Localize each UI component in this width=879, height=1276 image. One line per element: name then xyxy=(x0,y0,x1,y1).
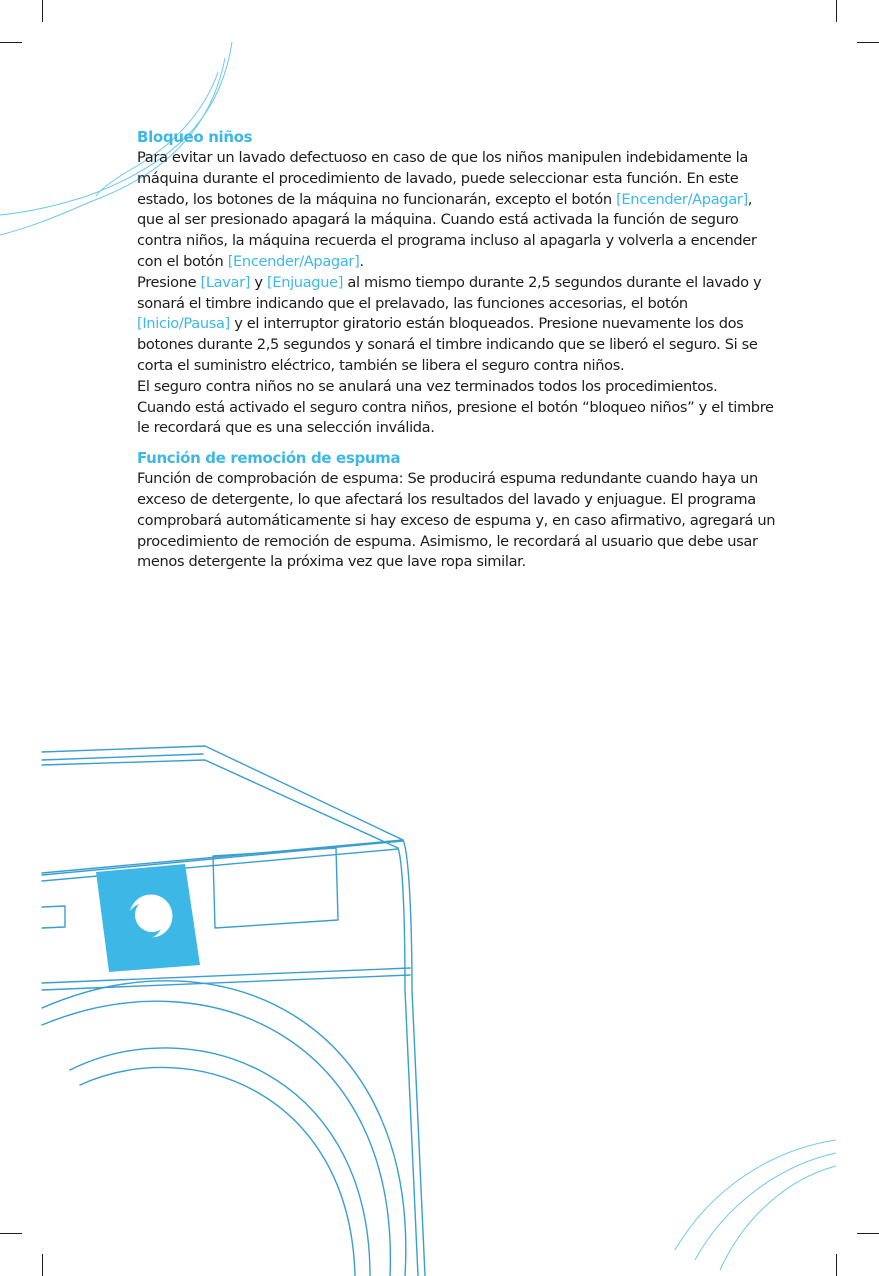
text-run: y el interruptor giratorio están bloqueados. Presione nuevamente los dos botones durante 2,5 segundos y sonará el timbre indicando que se liberó el seguro. Si se corta el suministro eléctrico, también se libera el seguro contra niños. xyxy=(137,315,758,374)
wash-button-ref: [Lavar] xyxy=(200,273,251,291)
text-run: Presione xyxy=(137,273,201,291)
child-lock-paragraph-2 xyxy=(137,273,777,377)
washing-machine-illustration xyxy=(0,690,460,1276)
main-content xyxy=(137,127,777,573)
child-lock-paragraph-1 xyxy=(137,148,777,273)
child-lock-title: Bloqueo niños xyxy=(137,128,253,146)
foam-removal-title: Función de remoción de espuma xyxy=(137,449,401,468)
decorative-swirl-bottom xyxy=(620,1120,879,1276)
text-run: y xyxy=(250,273,267,291)
rinse-button-ref: [Enjuague] xyxy=(266,273,344,291)
text-run: Para evitar un lavado defectuoso en caso de que los niños manipulen indebidamente la máquina durante el procedimiento de lavado, puede seleccionar esta función. En este estado, los botones de la máquina no funcionarán, excepto el botón xyxy=(137,149,748,208)
foam-removal-paragraph: Función de comprobación de espuma: Se producirá espuma redundante cuando haya un exceso de detergente, lo que afectará los resultados del lavado y enjuague. El programa comprobará automáticamente si hay exceso de espuma y, en caso afirmativo, agregará un procedimiento de remoción de espuma. Asimismo, le recordará al usuario que debe usar menos detergente la próxima vez que lave ropa similar. xyxy=(137,470,776,571)
child-lock-paragraph-3: El seguro contra niños no se anulará una vez terminados todos los procedimientos. xyxy=(137,377,718,395)
child-lock-paragraph-4: Cuando está activado el seguro contra niños, presione el botón “bloqueo niños” y el timbre le recordará que es una selección inválida. xyxy=(137,398,774,437)
power-button-ref: [Encender/Apagar] xyxy=(616,190,748,208)
text-run: al mismo tiempo durante 2,5 segundos durante el lavado y sonará el timbre indicando que el prelavado, las funciones accesorias, el botón xyxy=(137,273,762,312)
text-run: . xyxy=(359,252,364,270)
text-run: , que al ser presionado apagará la máquina. Cuando está activada la función de seguro contra niños, la máquina recuerda el programa incluso al apagarla y volverla a encender con el botón xyxy=(137,190,757,270)
power-button-ref: [Encender/Apagar] xyxy=(227,252,360,270)
section-gap xyxy=(137,439,777,448)
start-pause-button-ref: [Inicio/Pausa] xyxy=(137,315,230,333)
